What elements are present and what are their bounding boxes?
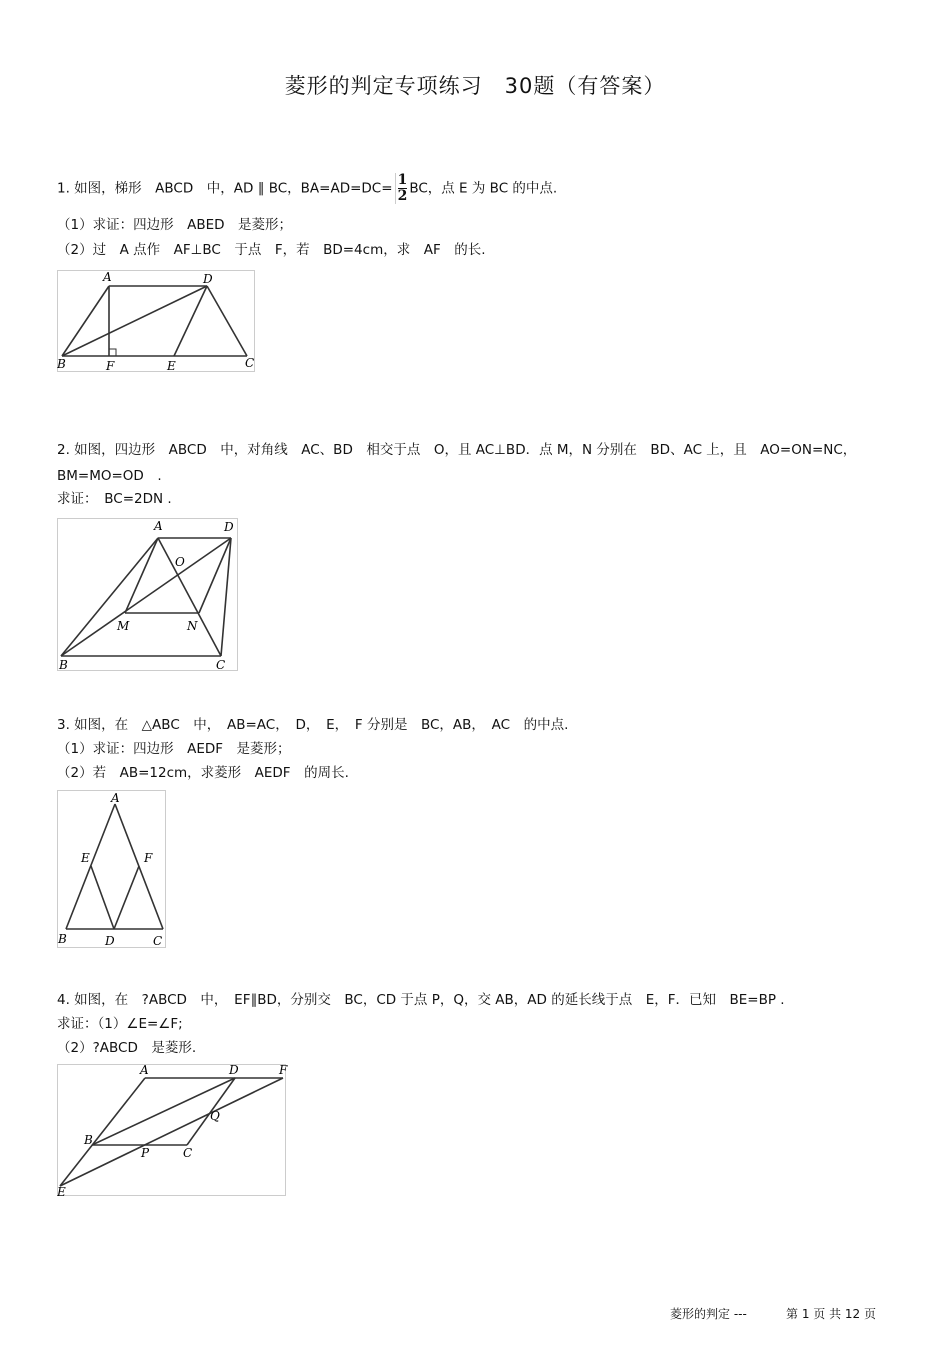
label-A: A — [154, 519, 163, 533]
label-B: B — [58, 932, 67, 946]
problem-1-part-2: （2）过 A 点作 AF⊥BC 于点 F，若 BD=4cm，求 AF 的长. — [57, 242, 486, 258]
label-A: A — [140, 1064, 149, 1077]
label-B: B — [57, 357, 66, 371]
label-N: N — [187, 619, 198, 633]
label-F: F — [106, 359, 115, 373]
problem-4-part-2: （2）?ABCD 是菱形. — [57, 1040, 197, 1056]
label-A: A — [111, 791, 120, 805]
problem-2-stem-cont: BM=MO=OD . — [57, 468, 162, 484]
label-E: E — [167, 359, 176, 373]
problem-1-part-1: （1）求证：四边形 ABED 是菱形； — [57, 217, 293, 233]
label-C: C — [245, 356, 255, 370]
label-E: E — [81, 851, 90, 865]
fraction-denominator: 2 — [397, 188, 408, 204]
label-E: E — [57, 1185, 66, 1199]
label-D: D — [105, 934, 115, 948]
label-B: B — [84, 1133, 93, 1147]
page-number: 第 1 页 共 12 页 — [786, 1307, 876, 1321]
half-fraction — [395, 173, 408, 204]
problem-1-stem-post: BC，点 E 为 BC 的中点. — [409, 180, 558, 197]
footer-title: 菱形的判定 --- — [670, 1307, 747, 1321]
label-D: D — [229, 1064, 239, 1077]
label-M: M — [117, 619, 130, 633]
figure-1-trapezoid — [57, 270, 257, 375]
label-C: C — [153, 934, 163, 948]
problem-1-stem — [57, 173, 557, 204]
label-A: A — [103, 270, 112, 284]
problem-3-part-2: （2）若 AB=12cm，求菱形 AEDF 的周长. — [57, 765, 349, 781]
label-Q: Q — [210, 1109, 220, 1123]
page-title: 菱形的判定专项练习 30题（有答案） — [284, 74, 666, 98]
problem-3-stem: 3. 如图，在 △ABC 中， AB=AC， D， E， F 分别是 BC，AB， AC 的中点. — [57, 717, 569, 733]
problem-4-part-1: 求证：（1）∠E=∠F; — [57, 1016, 183, 1032]
problem-3-part-1: （1）求证：四边形 AEDF 是菱形； — [57, 741, 291, 757]
fraction-numerator: 1 — [397, 172, 408, 188]
problem-4-stem: 4. 如图，在 ?ABCD 中， EF∥BD，分别交 BC，CD 于点 P，Q，交 AB，AD 的延长线于点 E，F．已知 BE=BP . — [57, 992, 785, 1008]
label-B: B — [59, 658, 68, 672]
label-C: C — [183, 1146, 193, 1160]
figure-3-triangle — [57, 790, 169, 950]
label-C: C — [216, 658, 226, 672]
figure-4-parallelogram — [57, 1064, 289, 1199]
problem-2-prove: 求证： BC=2DN . — [57, 491, 172, 507]
label-F: F — [144, 851, 153, 865]
problem-1-stem-pre: 1. 如图，梯形 ABCD 中，AD ∥ BC，BA=AD=DC= — [57, 180, 393, 197]
problem-2-stem: 2. 如图，四边形 ABCD 中，对角线 AC、BD 相交于点 O，且 AC⊥BD．点 M，N 分别在 BD、AC 上，且 AO=ON=NC， — [57, 442, 857, 458]
label-P: P — [141, 1146, 150, 1160]
label-D: D — [224, 520, 234, 534]
label-D: D — [203, 272, 213, 286]
label-F: F — [279, 1064, 288, 1077]
label-O: O — [175, 555, 185, 569]
figure-2-quadrilateral — [57, 518, 241, 673]
